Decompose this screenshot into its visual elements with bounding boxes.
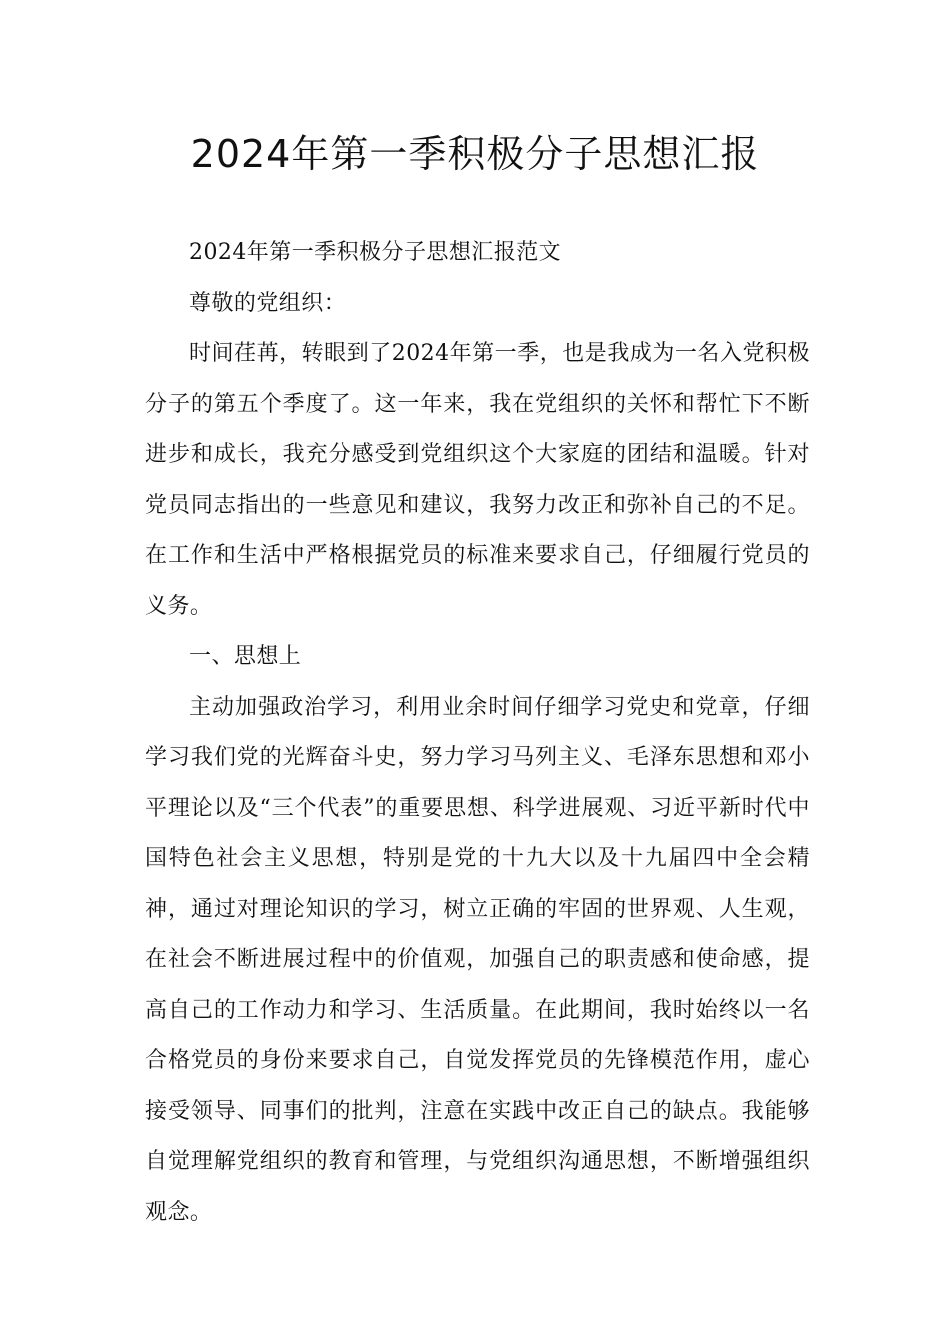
salutation-paragraph: 尊敬的党组织：: [189, 290, 347, 316]
document-body: [145, 228, 810, 1238]
intro-paragraph: 时间荏苒，转眼到了2024年第一季，也是我成为一名入党积极分子的第五个季度了。这一年来，我在党组织的关怀和帮忙下不断进步和成长，我充分感受到党组织这个大家庭的团结和温暖。针对党员同志指出的一些意见和建议，我努力改正和弥补自己的不足。在工作和生活中严格根据党员的标准来要求自己，仔细履行党员的义务。: [145, 341, 810, 619]
subtitle-paragraph: 2024年第一季积极分子思想汇报范文: [189, 240, 562, 265]
document-title: 2024年第一季积极分子思想汇报: [190, 132, 760, 176]
section-heading: 一、思想上: [189, 644, 302, 669]
body-paragraph: 主动加强政治学习，利用业余时间仔细学习党史和党章，仔细学习我们党的光辉奋斗史，努力学习马列主义、毛泽东思想和邓小平理论以及“三个代表”的重要思想、科学进展观、习近平新时代中国特色社会主义思想，特别是党的十九大以及十九届四中全会精神，通过对理论知识的学习，树立正确的牢固的世界观、人生观，在社会不断进展过程中的价值观，加强自己的职责感和使命感，提高自己的工作动力和学习、生活质量。在此期间，我时始终以一名合格党员的身份来要求自己，自觉发挥党员的先锋模范作用，虚心接受领导、同事们的批判，注意在实践中改正自己的缺点。我能够自觉理解党组织的教育和管理，与党组织沟通思想，不断增强组织观念。: [145, 694, 810, 1225]
